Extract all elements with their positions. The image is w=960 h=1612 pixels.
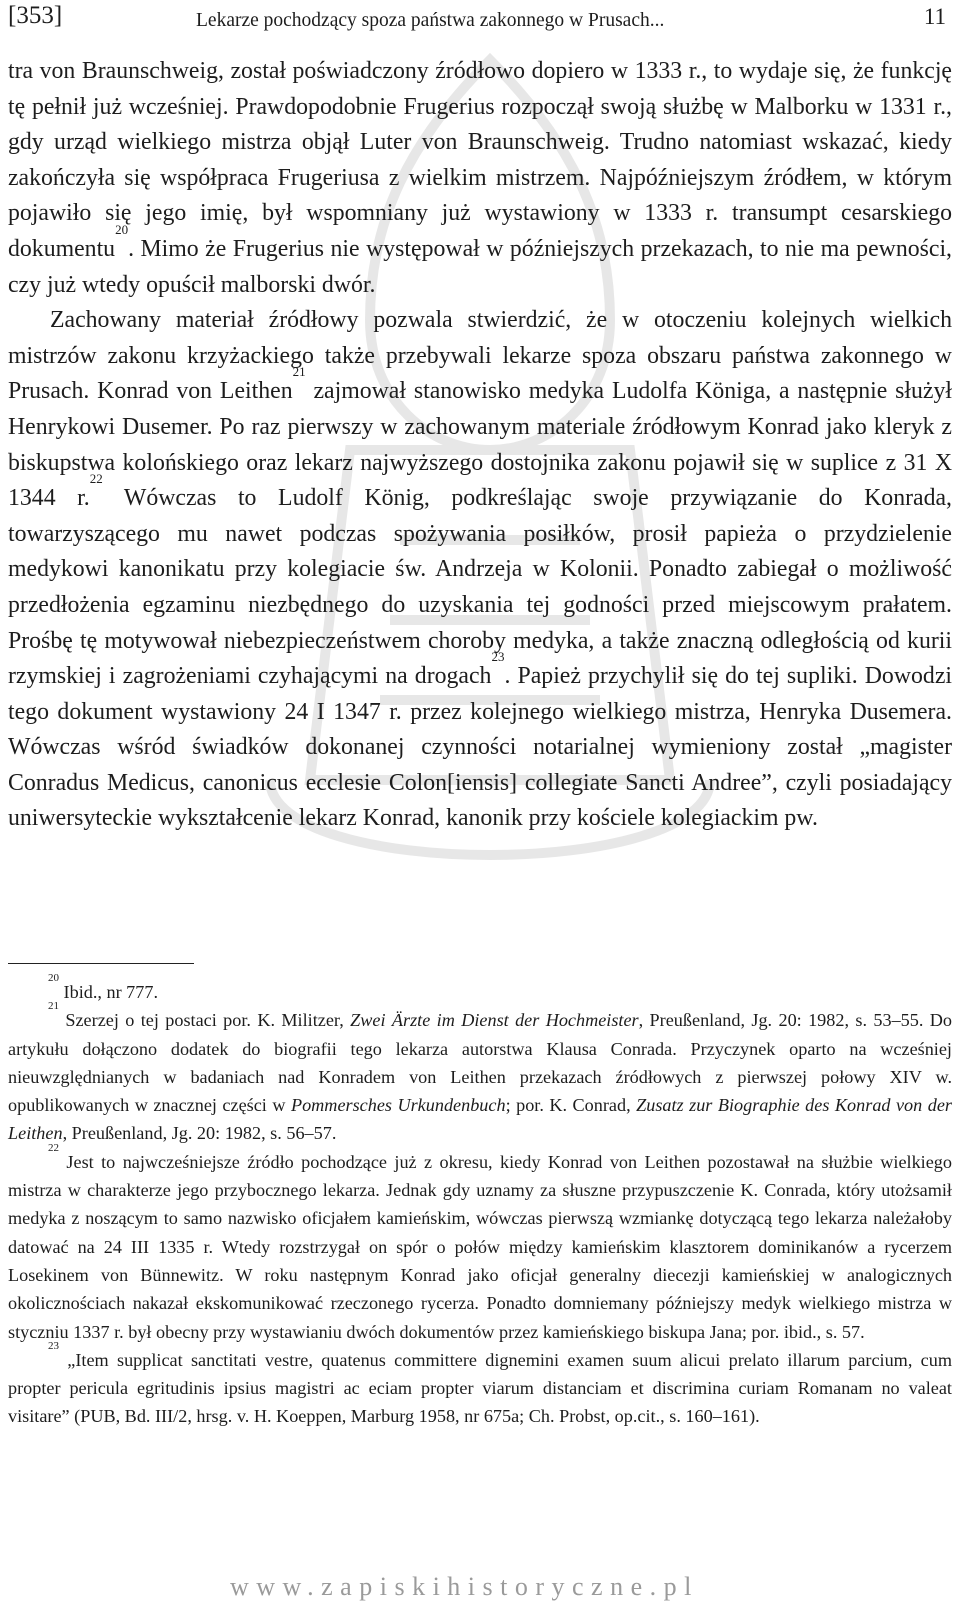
running-title: Lekarze pochodzący spoza państwa zakonnego w Prusach...	[196, 10, 665, 31]
footnote-ref-23: 23	[491, 649, 505, 665]
text-run: . Papież przychylił się do tej supliki. Dowodzi tego dokument wystawiony 24 I 1347 r. przez kolejnego wielkiego mistrza, Henryka Dusemera. Wówczas wśród świadków dokonanej czynności notarialnej wymieniony został „magister Conradus Medicus, canonicus ecclesie Colon[iensis] collegiate Sancti Andree”, czyli posiadający uniwersyteckie wykształcenie lekarz Konrad, kanonik przy kościele kolegiackim pw.	[8, 663, 952, 832]
footnote-text: , Preußenland, Jg. 20: 1982, s. 53–55. Do artykułu dołączono dodatek do biografii tego lekarza autorstwa Klausa Conrada. Przyczynek oparto na wcześniej nieuwzględnianych w badaniach nad Konradem von Leithen przekazach źródłowych z pierwszej połowy XIV w. opublikowanych w znacznej części w	[8, 1010, 952, 1116]
cited-title: Pommersches Urkundenbuch	[290, 1095, 506, 1116]
text-run: zajmował stanowisko medyka Ludolfa Königa, a następnie służył Henrykowi Dusemer. Po raz pierwszy w zachowanym materiale źródłowym Konrad jako kleryk z biskupstwa kolońskiego oraz lekarz najwyższego dostojnika zakonu pojawił się w suplice z 31 X 1344 r.	[8, 378, 952, 512]
footnote-number: 22	[48, 1141, 59, 1154]
footnotes	[8, 972, 952, 1431]
text-run: Zachowany materiał źródłowy pozwala stwierdzić, że w otoczeniu kolejnych wielkich mistrzów zakonu krzyżackiego także przebywali lekarze spoza obszaru państwa zakonnego w Prusach. Konrad von Leithen	[8, 307, 952, 405]
cited-title: Zwei Ärzte im Dienst der Hochmeister	[350, 1010, 639, 1031]
footnote-ref-21: 21	[292, 364, 306, 380]
text-run: tra von Braunschweig, został poświadczony źródłowo dopiero w 1333 r., to wydaje się, że funkcję tę pełnił już wcześniej. Prawdopodobnie Frugerius rozpoczął swoją służbę w Malborku w 1331 r., gdy urząd wielkiego mistrza objął Luter von Braunschweig. Trudno natomiast wskazać, kiedy zakończyła się współpraca Frugeriusa z wielkim mistrzem. Najpóźniejszym źródłem, w którym pojawiło się jego imię, był wspomniany już wystawiony w 1333 r. transumpt cesarskiego dokumentu	[8, 58, 952, 262]
footnote-text: Jest to najwcześniejsze źródło pochodzące już z okresu, kiedy Konrad von Leithen pozostawał na służbie wielkiego mistrza w charakterze jego przybocznego lekarza. Jednak gdy uznamy za słuszne przypuszczenie K. Conrada, który utożsamił medyka z noszącym to samo nazwisko oficjałem kamieńskim, wówczas pierwszą wzmiankę dotyczącą tego lekarza należałoby datować na 24 III 1335 r. Wtedy rozstrzygał on spór o połów między kamieńskim klasztorem dominikanów a rycerzem Losekinem von Bünnewitz. W roku następnym Konrad jako oficjał generalny diecezji kamieńskiej w analogicznych okolicznościach nakazał ekskomunikować rzeczonego rycerza. Ponadto domniemany późniejszy medyk wielkiego mistrza w styczniu 1337 r. był obecny przy wystawianiu dwóch dokumentów przez kamieńskiego biskupa Jana; por. ibid., s. 57.	[8, 1151, 952, 1342]
footnote-ref-22: 22	[89, 471, 103, 487]
footnote-number: 21	[48, 1000, 59, 1013]
footnote-number: 23	[48, 1339, 59, 1352]
paragraph-2	[8, 303, 952, 837]
main-text	[8, 54, 952, 837]
cited-title: Zusatz zur Biographie des Konrad von der Leithen	[8, 1095, 952, 1144]
page-number: 11	[923, 4, 946, 29]
text-run: . Mimo że Frugerius nie występował w późniejszych przekazach, to nie ma pewności, czy już wtedy opuścił malborski dwór.	[8, 235, 952, 298]
footnote-23	[8, 1339, 952, 1431]
paragraph-1	[8, 54, 952, 303]
footnote-text: ; por. K. Conrad,	[505, 1095, 637, 1116]
footnote-ref-20: 20	[115, 221, 129, 237]
footnote-text: , Preußenland, Jg. 20: 1982, s. 56–57.	[62, 1123, 337, 1144]
footnote-22	[8, 1141, 952, 1346]
footnote-text: Ibid., nr 777.	[59, 982, 159, 1002]
footnote-20	[8, 972, 952, 1006]
footnote-separator	[8, 963, 194, 964]
page-header	[8, 2, 952, 42]
footnote-text: Szerzej o tej postaci por. K. Militzer,	[59, 1010, 351, 1031]
footnote-number: 20	[48, 972, 59, 984]
footnote-text: „Item supplicat sanctitati vestre, quatenus committere dignemini examen suum alicui prelato illarum parcium, cum propter pericula egritudinis ipsius magistri ac eciam propter viarum distanciam et discrimina curiam Romanam no valeat visitare” (PUB, Bd. III/2, hrsg. v. H. Koeppen, Marburg 1958, nr 675a; Ch. Probst, op.cit., s. 160–161).	[8, 1349, 952, 1427]
page-reference: [353]	[8, 2, 63, 29]
footnote-21	[8, 1000, 952, 1147]
footer-url: www.zapiskihistoryczne.pl	[230, 1572, 699, 1601]
text-run: Wówczas to Ludolf König, podkreślając swoje przywiązanie do Konrada, towarzyszącego mu nawet podczas spożywania posiłków, prosił papieża o przydzielenie medykowi kanonikatu przy kolegiacie św. Andrzeja w Kolonii. Ponadto zabiegał o możliwość przedłożenia egzaminu niezbędnego do uzyskania tej godności przed miejscowym prałatem. Prośbę tę motywował niebezpieczeństwem choroby medyka, a także znaczną odległością od kurii rzymskiej i zagrożeniami czyhającymi na drogach	[8, 485, 952, 690]
